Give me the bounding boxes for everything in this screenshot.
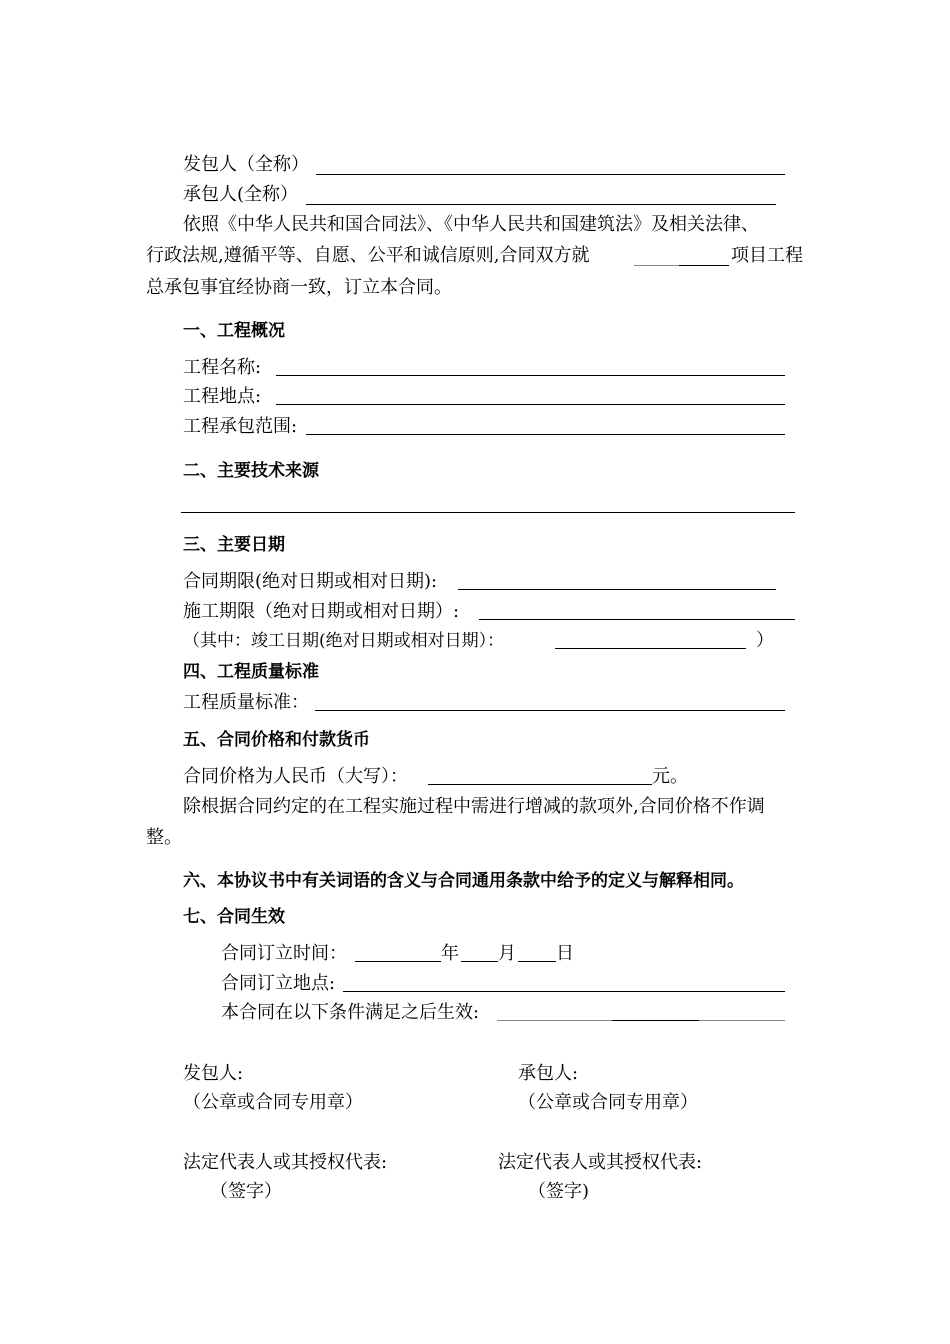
employer-sign-note: （签字） [210, 1181, 282, 1202]
intro-line-2a: 行政法规,遵循平等、自愿、公平和诚信原则,合同双方就 [146, 245, 590, 266]
sign-place-blank[interactable] [343, 991, 785, 992]
contract-price-unit: 元。 [652, 766, 688, 787]
contractor-seal-note: （公章或合同专用章） [518, 1092, 698, 1113]
effective-condition-blank-c[interactable] [699, 1020, 785, 1021]
sign-day-unit: 日 [556, 943, 574, 964]
section-5-title: 五、合同价格和付款货币 [183, 730, 370, 750]
project-name-blank-b[interactable] [679, 265, 729, 266]
project-name-blank-a[interactable] [634, 265, 679, 266]
intro-line-1: 依照《中华人民共和国合同法》、《中华人民共和国建筑法》及相关法律、 [183, 214, 759, 235]
contractor-rep-label: 法定代表人或其授权代表: [498, 1152, 703, 1173]
employer-seal-note: （公章或合同专用章） [183, 1092, 363, 1113]
effective-condition-blank-a[interactable] [497, 1020, 612, 1021]
contractor-full-label: 承包人(全称） [183, 184, 299, 205]
contractor-full-blank[interactable] [306, 204, 776, 205]
project-site-label: 工程地点: [183, 386, 262, 407]
section-3-title: 三、主要日期 [183, 535, 285, 555]
sign-month-blank[interactable] [461, 961, 498, 962]
sign-month-unit: 月 [498, 943, 516, 964]
project-scope-label: 工程承包范围: [183, 416, 298, 437]
completion-date-close: ） [756, 630, 774, 651]
employer-full-label: 发包人（全称） [183, 154, 309, 175]
sign-time-label: 合同订立时间： [221, 943, 347, 964]
sign-year-unit: 年 [441, 943, 459, 964]
section-6-title: 六、本协议书中有关词语的含义与合同通用条款中给予的定义与解释相同。 [183, 871, 744, 891]
completion-date-label: （其中：竣工日期(绝对日期或相对日期）： [183, 631, 505, 651]
intro-line-2b: 项目工程 [731, 245, 803, 266]
completion-date-blank[interactable] [555, 648, 746, 649]
contractor-sign-label: 承包人: [518, 1063, 579, 1084]
project-name-label: 工程名称: [183, 357, 262, 378]
contractor-sign-note: （签字) [528, 1181, 590, 1202]
employer-full-blank[interactable] [316, 174, 785, 175]
employer-rep-label: 法定代表人或其授权代表: [183, 1152, 388, 1173]
sign-day-blank[interactable] [518, 961, 556, 962]
price-adjust-line-1: 除根据合同约定的在工程实施过程中需进行增减的款项外,合同价格不作调 [183, 796, 765, 817]
contract-price-blank[interactable] [428, 784, 652, 785]
intro-line-3: 总承包事宜经协商一致，订立本合同。 [146, 277, 452, 298]
section-4-title: 四、工程质量标准 [183, 662, 319, 682]
contract-period-blank[interactable] [458, 589, 776, 590]
project-site-blank[interactable] [276, 404, 785, 405]
employer-sign-label: 发包人: [183, 1063, 244, 1084]
section-1-title: 一、工程概况 [183, 321, 285, 341]
construction-period-blank[interactable] [479, 619, 795, 620]
sign-year-blank[interactable] [355, 961, 441, 962]
section-2-title: 二、主要技术来源 [183, 461, 319, 481]
quality-standard-label: 工程质量标准： [183, 692, 309, 713]
sign-place-label: 合同订立地点: [221, 973, 336, 994]
section-7-title: 七、合同生效 [183, 907, 285, 927]
effective-condition-label: 本合同在以下条件满足之后生效: [221, 1002, 480, 1023]
project-scope-blank[interactable] [306, 434, 785, 435]
project-name-blank[interactable] [276, 375, 785, 376]
contract-price-label: 合同价格为人民币（大写）： [183, 766, 408, 787]
construction-period-label: 施工期限（绝对日期或相对日期）: [183, 601, 460, 622]
tech-source-blank[interactable] [181, 512, 795, 513]
contract-period-label: 合同期限(绝对日期或相对日期): [183, 571, 438, 592]
price-adjust-line-2: 整。 [146, 827, 182, 848]
quality-standard-blank[interactable] [315, 710, 785, 711]
effective-condition-blank-b[interactable] [612, 1020, 699, 1021]
